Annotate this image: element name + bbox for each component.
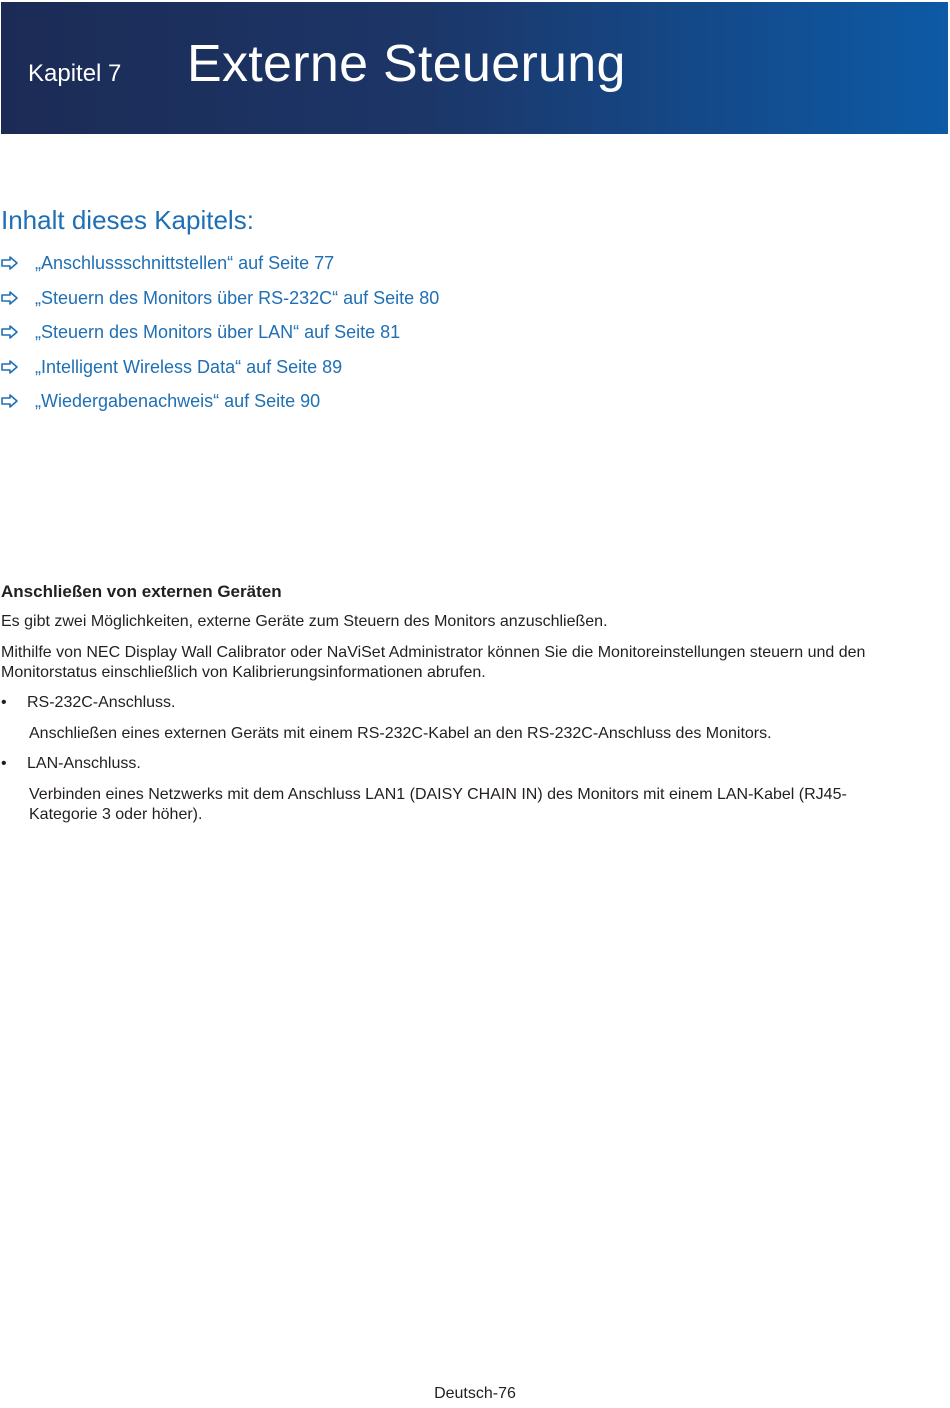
arrow-right-icon — [1, 393, 19, 409]
toc-heading: Inhalt dieses Kapitels: — [1, 205, 254, 235]
toc-link[interactable]: „Anschlussschnittstellen“ auf Seite 77 — [35, 253, 335, 273]
chapter-header-banner — [1, 2, 948, 134]
arrow-right-icon — [1, 290, 19, 306]
section-heading: Anschließen von externen Geräten — [1, 582, 282, 601]
chapter-title: Externe Steuerung — [187, 35, 626, 93]
bullet-label: RS-232C-Anschluss. — [27, 694, 176, 711]
bullet-icon: • — [1, 755, 7, 772]
toc-link[interactable]: „Steuern des Monitors über RS-232C“ auf Seite 80 — [35, 287, 440, 308]
bullet-label: LAN-Anschluss. — [27, 755, 141, 772]
section-intro: Es gibt zwei Möglichkeiten, externe Geräte zum Steuern des Monitors anzuschließen. — [1, 613, 608, 630]
arrow-right-icon — [1, 359, 19, 375]
arrow-right-icon — [1, 255, 19, 271]
page-number: Deutsch-76 — [434, 1385, 516, 1402]
bullet-icon: • — [1, 694, 7, 711]
toc-link[interactable]: „Wiedergabenachweis“ auf Seite 90 — [35, 391, 321, 411]
arrow-right-icon — [1, 324, 19, 340]
toc-link[interactable]: „Steuern des Monitors über LAN“ auf Seite 81 — [35, 322, 401, 342]
chapter-label: Kapitel 7 — [28, 60, 122, 87]
bullet-detail-lan: Verbinden eines Netzwerks mit dem Anschluss LAN1 (DAISY CHAIN IN) des Monitors mit einem LAN-Kabel (RJ45-Kategorie 3 oder höher). — [29, 786, 847, 823]
toc-link[interactable]: „Intelligent Wireless Data“ auf Seite 89 — [35, 356, 343, 377]
section-description: Mithilfe von NEC Display Wall Calibrator oder NaViSet Administrator können Sie die Monitoreinstellungen steuern und den Monitorstatus einschließlich von Kalibrierungsinformationen abrufen. — [1, 644, 866, 681]
bullet-detail-rs232c: Anschließen eines externen Geräts mit einem RS-232C-Kabel an den RS-232C-Anschluss des Monitors. — [29, 725, 772, 742]
